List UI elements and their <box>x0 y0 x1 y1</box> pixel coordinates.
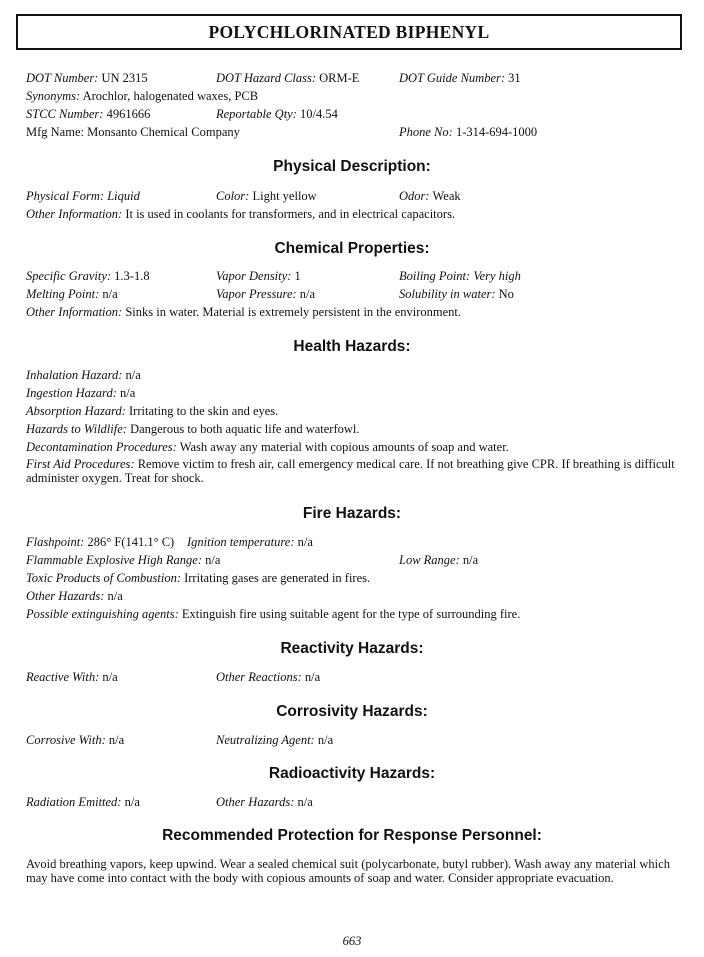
vapor-pressure-value: n/a <box>299 287 316 301</box>
vapor-density-label: Vapor Density: <box>216 269 292 283</box>
mfg-name-value: Monsanto Chemical Company <box>87 125 240 139</box>
wildlife-label: Hazards to Wildlife: <box>26 422 127 436</box>
stcc-number-value: 4961666 <box>106 107 151 121</box>
odor-label: Odor: <box>399 189 430 203</box>
flammable-high-value: n/a <box>205 553 221 567</box>
dot-number-value: UN 2315 <box>101 71 148 85</box>
ignition-temperature-value: n/a <box>297 535 313 549</box>
absorption-hazard <box>26 403 278 419</box>
physical-description-heading: Physical Description: <box>273 158 431 175</box>
first-aid-label: First Aid Procedures: <box>26 457 135 471</box>
radiation-emitted-label: Radiation Emitted: <box>26 795 122 809</box>
document-title: POLYCHLORINATED BIPHENYL <box>16 14 682 50</box>
fire-other-hazards-value: n/a <box>107 589 123 603</box>
first-aid-value: Remove victim to fresh air, call emergency medical care. If not breathing give CPR. If breathing is difficult administer oxygen. Treat for shock. <box>26 457 675 485</box>
extinguishing-label: Possible extinguishing agents: <box>26 607 179 621</box>
mfg-name-label: Mfg Name: <box>26 125 84 139</box>
flashpoint-label: Flashpoint: <box>26 535 85 549</box>
phone-value: 1-314-694-1000 <box>455 125 538 139</box>
color-label: Color: <box>216 189 250 203</box>
toxic-products-value: Irritating gases are generated in fires. <box>184 571 371 585</box>
chemical-properties-heading: Chemical Properties: <box>274 240 430 257</box>
decontamination-value: Wash away any material with copious amounts of soap and water. <box>179 440 509 454</box>
neutralizing-agent-label: Neutralizing Agent: <box>216 733 315 747</box>
neutralizing-agent-value: n/a <box>317 733 334 747</box>
chemical-other-info-label: Other Information: <box>26 305 123 319</box>
inhalation-label: Inhalation Hazard: <box>26 368 123 382</box>
synonyms-label: Synonyms: <box>26 89 81 103</box>
odor-value: Weak <box>432 189 461 203</box>
reactivity-hazards-heading: Reactivity Hazards: <box>280 640 424 657</box>
specific-gravity-value: 1.3-1.8 <box>114 269 150 283</box>
solubility-value: No <box>498 287 514 301</box>
vapor-pressure-label: Vapor Pressure: <box>216 287 297 301</box>
stcc-number-label: STCC Number: <box>26 107 104 121</box>
health-hazards-heading: Health Hazards: <box>293 338 411 355</box>
extinguishing-agents <box>26 606 520 622</box>
phone-label: Phone No: <box>399 125 453 139</box>
dot-guide-number-value: 31 <box>508 71 521 85</box>
decontamination-procedures <box>26 439 509 455</box>
radioactivity-other-hazards-label: Other Hazards: <box>216 795 295 809</box>
toxic-products <box>26 570 370 586</box>
reportable-qty-label: Reportable Qty: <box>216 107 297 121</box>
physical-other-info-value: It is used in coolants for transformers, and in electrical capacitors. <box>125 207 456 221</box>
flammable-high-label: Flammable Explosive High Range: <box>26 553 202 567</box>
corrosivity-hazards-heading: Corrosivity Hazards: <box>276 703 428 720</box>
boiling-point-label: Boiling Point: <box>399 269 471 283</box>
wildlife-hazard <box>26 421 360 437</box>
corrosive-with-value: n/a <box>108 733 125 747</box>
other-reactions-value: n/a <box>304 670 321 684</box>
radiation-emitted-value: n/a <box>124 795 140 809</box>
flashpoint-value: 286° F(141.1° C) <box>87 535 175 549</box>
low-range-value: n/a <box>462 553 479 567</box>
ignition-temperature-label: Ignition temperature: <box>187 535 295 549</box>
absorption-value: Irritating to the skin and eyes. <box>129 404 279 418</box>
low-range-label: Low Range: <box>399 553 460 567</box>
dot-hazard-class-value: ORM-E <box>319 71 360 85</box>
dot-guide-number-label: DOT Guide Number: <box>399 71 506 85</box>
dot-number-label: DOT Number: <box>26 71 99 85</box>
synonyms-value: Arochlor, halogenated waxes, PCB <box>82 89 259 103</box>
radioactivity-other-hazards-value: n/a <box>297 795 313 809</box>
physical-form-label: Physical Form: <box>26 189 105 203</box>
first-aid-procedures <box>26 457 680 485</box>
dot-hazard-class-label: DOT Hazard Class: <box>216 71 317 85</box>
recommended-protection-text: Avoid breathing vapors, keep upwind. Wear a sealed chemical suit (polycarbonate, butyl rubber). Wash away any material which may have come into contact with the body with copious amounts of soap and water. Consider appropriate evacuation. <box>26 857 670 885</box>
page-number: 663 <box>342 934 362 948</box>
specific-gravity-label: Specific Gravity: <box>26 269 112 283</box>
boiling-point-value: Very high <box>473 269 521 283</box>
recommended-protection-heading: Recommended Protection for Response Personnel: <box>162 827 542 844</box>
other-reactions-label: Other Reactions: <box>216 670 302 684</box>
chemical-other-info-value: Sinks in water. Material is extremely persistent in the environment. <box>125 305 461 319</box>
inhalation-hazard <box>26 367 141 383</box>
chemical-other-info <box>26 304 461 320</box>
physical-other-info-label: Other Information: <box>26 207 123 221</box>
ingestion-value: n/a <box>119 386 136 400</box>
reactive-with-label: Reactive With: <box>26 670 100 684</box>
fire-other-hazards <box>26 588 123 604</box>
fire-other-hazards-label: Other Hazards: <box>26 589 105 603</box>
melting-point-label: Melting Point: <box>26 287 100 301</box>
ingestion-label: Ingestion Hazard: <box>26 386 117 400</box>
solubility-label: Solubility in water: <box>399 287 496 301</box>
extinguishing-value: Extinguish fire using suitable agent for the type of surrounding fire. <box>181 607 521 621</box>
ingestion-hazard <box>26 385 135 401</box>
fire-hazards-heading: Fire Hazards: <box>302 505 402 522</box>
vapor-density-value: 1 <box>294 269 301 283</box>
reactive-with-value: n/a <box>102 670 118 684</box>
decontamination-label: Decontamination Procedures: <box>26 440 177 454</box>
physical-form-value: Liquid <box>107 189 140 203</box>
synonyms-row <box>26 88 258 104</box>
toxic-products-label: Toxic Products of Combustion: <box>26 571 181 585</box>
corrosive-with-label: Corrosive With: <box>26 733 106 747</box>
wildlife-value: Dangerous to both aquatic life and waterfowl. <box>130 422 360 436</box>
melting-point-value: n/a <box>102 287 118 301</box>
radioactivity-hazards-heading: Radioactivity Hazards: <box>268 765 436 782</box>
inhalation-value: n/a <box>125 368 141 382</box>
color-value: Light yellow <box>252 189 317 203</box>
physical-other-info <box>26 206 455 222</box>
reportable-qty-value: 10/4.54 <box>300 107 338 121</box>
absorption-label: Absorption Hazard: <box>26 404 126 418</box>
